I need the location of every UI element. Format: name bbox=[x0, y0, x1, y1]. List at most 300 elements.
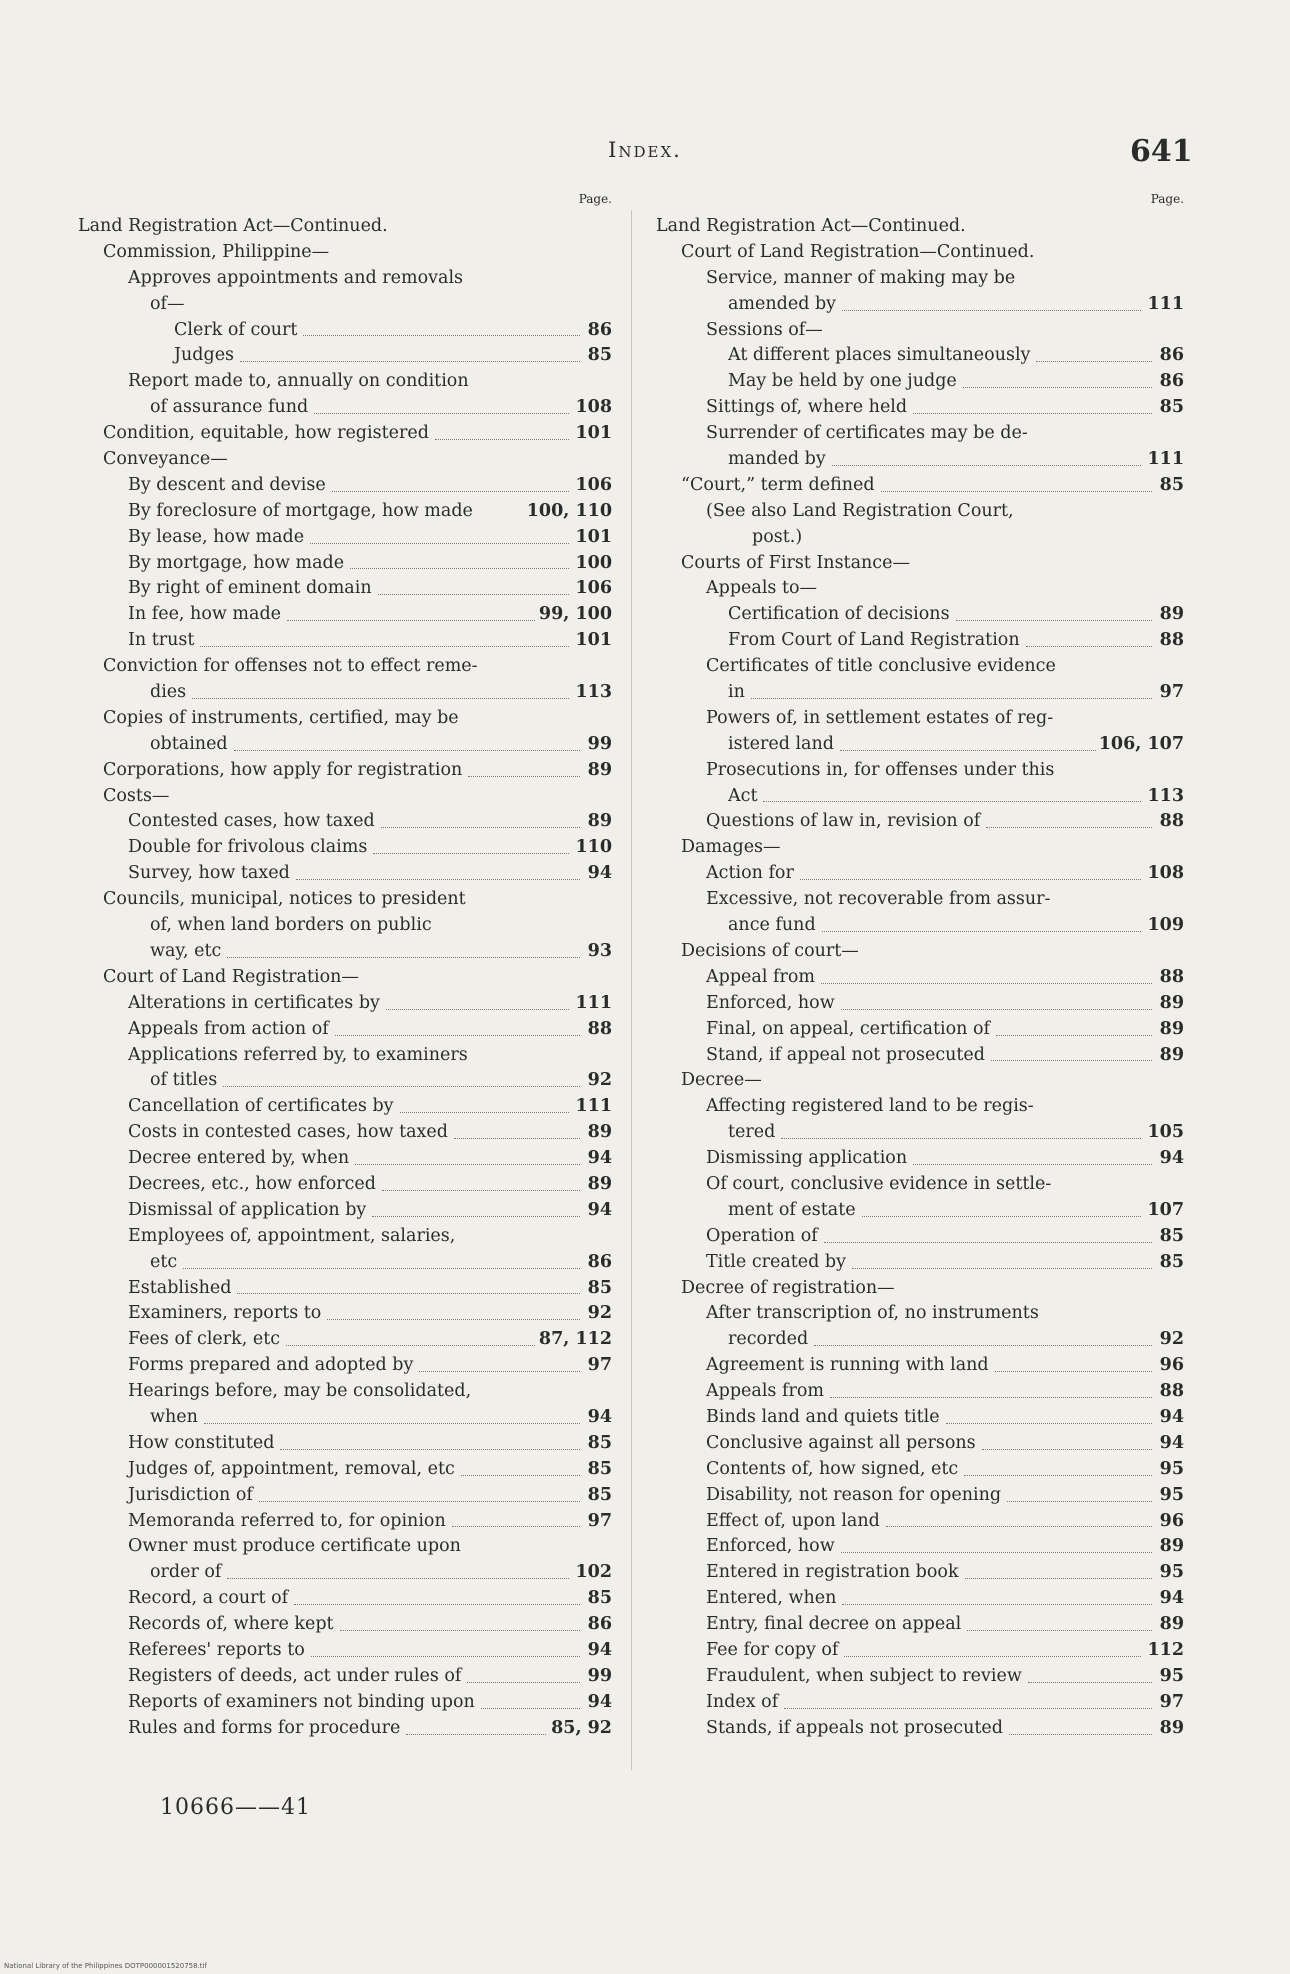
index-entry bbox=[78, 680, 612, 706]
entry-page-ref: 99 bbox=[587, 1665, 612, 1686]
entry-page-ref: 85 bbox=[1159, 474, 1184, 495]
entry-page-ref: 85 bbox=[587, 345, 612, 366]
entry-text: Appeals from bbox=[706, 1381, 824, 1402]
entry-text: Decrees, etc., how enforced bbox=[128, 1173, 376, 1194]
entry-page-ref: 102 bbox=[575, 1562, 612, 1583]
entry-text: Surrender of certificates may be de- bbox=[706, 423, 1028, 444]
entry-page-ref: 97 bbox=[587, 1355, 612, 1376]
index-entry bbox=[78, 421, 612, 447]
index-entry bbox=[78, 1198, 612, 1224]
left-entry-list bbox=[78, 214, 612, 1742]
entry-text: Certification of decisions bbox=[728, 604, 950, 625]
dot-leader bbox=[814, 1319, 1152, 1346]
entry-text: Stands, if appeals not prosecuted bbox=[706, 1717, 1003, 1738]
index-entry bbox=[78, 214, 612, 240]
entry-text: Rules and forms for procedure bbox=[128, 1717, 401, 1738]
entry-page-ref: 94 bbox=[587, 1199, 612, 1220]
entry-text: How constituted bbox=[128, 1432, 275, 1453]
dot-leader bbox=[467, 1656, 579, 1683]
entry-page-ref: 85 bbox=[587, 1588, 612, 1609]
index-entry bbox=[78, 1509, 612, 1535]
entry-page-ref: 92 bbox=[1159, 1329, 1184, 1350]
entry-page-ref: 97 bbox=[587, 1510, 612, 1531]
entry-text: Appeals to— bbox=[706, 578, 818, 599]
dot-leader bbox=[378, 568, 569, 595]
dot-leader bbox=[842, 284, 1141, 311]
index-entry bbox=[656, 473, 1184, 499]
entry-text: Final, on appeal, certification of bbox=[706, 1018, 990, 1039]
index-entry bbox=[78, 861, 612, 887]
entry-text: Commission, Philippine— bbox=[103, 241, 330, 262]
dot-leader bbox=[303, 310, 579, 337]
dot-leader bbox=[461, 1449, 580, 1476]
entry-text: Act bbox=[728, 785, 758, 806]
entry-text: Applications referred by, to examiners bbox=[128, 1044, 468, 1065]
entry-text: Title created by bbox=[706, 1251, 847, 1272]
index-entry bbox=[656, 628, 1184, 654]
entry-page-ref: 89 bbox=[587, 759, 612, 780]
entry-text: Enforced, how bbox=[706, 1536, 835, 1557]
entry-text: manded by bbox=[728, 449, 826, 470]
dot-leader bbox=[259, 1475, 580, 1502]
entry-text: Fee for copy of bbox=[706, 1639, 839, 1660]
signature-mark: 10666——41 bbox=[160, 1795, 311, 1820]
dot-leader bbox=[1007, 1475, 1152, 1502]
entry-text: Examiners, reports to bbox=[128, 1303, 322, 1324]
entry-text: Conveyance— bbox=[103, 449, 228, 470]
entry-text: Stand, if appeal not prosecuted bbox=[706, 1044, 985, 1065]
entry-page-ref: 89 bbox=[1159, 1536, 1184, 1557]
entry-text: Conviction for offenses not to effect reme- bbox=[103, 656, 478, 677]
dot-leader bbox=[862, 1190, 1141, 1217]
dot-leader bbox=[237, 1268, 579, 1295]
entry-page-ref: 88 bbox=[1159, 630, 1184, 651]
dot-leader bbox=[311, 1630, 580, 1657]
entry-text: Binds land and quiets title bbox=[706, 1406, 940, 1427]
entry-text: Decisions of court— bbox=[681, 940, 859, 961]
index-entry bbox=[656, 240, 1184, 266]
entry-text: Judges bbox=[174, 345, 235, 366]
entry-page-ref: 89 bbox=[587, 811, 612, 832]
right-column bbox=[656, 192, 1184, 1742]
entry-page-ref: 85 bbox=[587, 1432, 612, 1453]
entry-text: Certificates of title conclusive evidence bbox=[706, 656, 1056, 677]
dot-leader bbox=[350, 543, 569, 570]
entry-page-ref: 111 bbox=[1147, 293, 1184, 314]
entry-page-ref: 94 bbox=[587, 1639, 612, 1660]
entry-text: dies bbox=[150, 682, 187, 703]
index-entry bbox=[656, 809, 1184, 835]
entry-text: Damages— bbox=[681, 837, 781, 858]
entry-page-ref: 85 bbox=[1159, 1251, 1184, 1272]
page-column-label: Page. bbox=[1150, 192, 1184, 206]
entry-page-ref: 89 bbox=[1159, 992, 1184, 1013]
entry-text: Contested cases, how taxed bbox=[128, 811, 375, 832]
entry-text: By mortgage, how made bbox=[128, 552, 345, 573]
dot-leader bbox=[844, 1630, 1140, 1657]
dot-leader bbox=[192, 672, 568, 699]
entry-page-ref: 94 bbox=[587, 1406, 612, 1427]
entry-page-ref: 85 bbox=[587, 1458, 612, 1479]
page-column-label: Page. bbox=[578, 192, 612, 206]
dot-leader bbox=[822, 905, 1141, 932]
entry-text: Appeals from action of bbox=[128, 1018, 329, 1039]
entry-page-ref: 107 bbox=[1147, 1199, 1184, 1220]
page-title: Index. bbox=[608, 138, 682, 162]
entry-page-ref: 85 bbox=[587, 1277, 612, 1298]
dot-leader bbox=[1036, 335, 1151, 362]
dot-leader bbox=[382, 1164, 580, 1191]
entry-text: Land Registration Act—Continued. bbox=[656, 216, 966, 236]
entry-text: of assurance fund bbox=[150, 397, 309, 418]
entry-text: By lease, how made bbox=[128, 526, 305, 547]
index-entry bbox=[656, 499, 1184, 525]
entry-text: Entered, when bbox=[706, 1588, 837, 1609]
dot-leader bbox=[995, 1345, 1152, 1372]
entry-text: By right of eminent domain bbox=[128, 578, 372, 599]
entry-text: post.) bbox=[752, 526, 803, 547]
entry-page-ref: 111 bbox=[575, 992, 612, 1013]
entry-page-ref: 101 bbox=[575, 526, 612, 547]
dot-leader bbox=[435, 413, 569, 440]
page-number: 641 bbox=[1130, 134, 1193, 169]
dot-leader bbox=[454, 1112, 580, 1139]
dot-leader bbox=[314, 387, 568, 414]
entry-text: of, when land borders on public bbox=[150, 915, 432, 936]
entry-page-ref: 100, 110 bbox=[526, 500, 612, 521]
entry-text: Costs— bbox=[103, 785, 170, 806]
entry-text: Courts of First Instance— bbox=[681, 552, 910, 573]
entry-text: Alterations in certificates by bbox=[128, 992, 380, 1013]
entry-text: Decree of registration— bbox=[681, 1277, 895, 1298]
entry-text: Record, a court of bbox=[128, 1588, 289, 1609]
entry-page-ref: 95 bbox=[1159, 1562, 1184, 1583]
entry-text: Employees of, appointment, salaries, bbox=[128, 1225, 456, 1246]
index-entry bbox=[78, 240, 612, 266]
right-entry-list bbox=[656, 214, 1184, 1742]
entry-page-ref: 101 bbox=[575, 423, 612, 444]
index-entry bbox=[78, 266, 612, 292]
entry-text: Cancellation of certificates by bbox=[128, 1096, 394, 1117]
dot-leader bbox=[1009, 1708, 1152, 1735]
dot-leader bbox=[468, 750, 579, 777]
entry-text: Sittings of, where held bbox=[706, 397, 908, 418]
entry-page-ref: 101 bbox=[575, 630, 612, 651]
dot-leader bbox=[913, 387, 1152, 414]
entry-page-ref: 86 bbox=[587, 319, 612, 340]
index-entry bbox=[656, 913, 1184, 939]
entry-page-ref: 85 bbox=[587, 1484, 612, 1505]
index-entry bbox=[78, 939, 612, 965]
entry-text: Conclusive against all persons bbox=[706, 1432, 976, 1453]
entry-page-ref: 87, 112 bbox=[538, 1329, 612, 1350]
entry-page-ref: 94 bbox=[1159, 1432, 1184, 1453]
index-entry bbox=[656, 525, 1184, 551]
dot-leader bbox=[842, 1578, 1151, 1605]
entry-page-ref: 88 bbox=[1159, 811, 1184, 832]
dot-leader bbox=[946, 1397, 1152, 1424]
entry-text: Clerk of court bbox=[174, 319, 298, 340]
index-entry bbox=[78, 473, 612, 499]
dot-leader bbox=[784, 1682, 1152, 1709]
index-entry bbox=[656, 1716, 1184, 1742]
dot-leader bbox=[1028, 1656, 1152, 1683]
entry-page-ref: 106 bbox=[575, 474, 612, 495]
entry-page-ref: 88 bbox=[587, 1018, 612, 1039]
dot-leader bbox=[800, 853, 1141, 880]
entry-text: Forms prepared and adopted by bbox=[128, 1355, 414, 1376]
dot-leader bbox=[956, 594, 1152, 621]
entry-page-ref: 86 bbox=[587, 1614, 612, 1635]
dot-leader bbox=[996, 1009, 1152, 1036]
entry-text: Referees' reports to bbox=[128, 1639, 305, 1660]
dot-leader bbox=[200, 620, 568, 647]
index-entry bbox=[78, 1716, 612, 1742]
entry-text: “Court,” term defined bbox=[681, 474, 875, 495]
entry-page-ref: 111 bbox=[575, 1096, 612, 1117]
entry-page-ref: 96 bbox=[1159, 1355, 1184, 1376]
dot-leader bbox=[294, 1578, 580, 1605]
entry-text: Contents of, how signed, etc bbox=[706, 1458, 959, 1479]
entry-page-ref: 111 bbox=[1147, 449, 1184, 470]
dot-leader bbox=[841, 983, 1152, 1010]
entry-text: Double for frivolous claims bbox=[128, 837, 368, 858]
index-entry bbox=[78, 887, 612, 913]
entry-page-ref: 99 bbox=[587, 733, 612, 754]
entry-page-ref: 109 bbox=[1147, 915, 1184, 936]
entry-text: By foreclosure of mortgage, how made bbox=[128, 500, 473, 521]
entry-page-ref: 92 bbox=[587, 1303, 612, 1324]
dot-leader bbox=[355, 1138, 580, 1165]
index-entry bbox=[656, 1146, 1184, 1172]
dot-leader bbox=[234, 724, 580, 751]
entry-text: In trust bbox=[128, 630, 195, 651]
dot-leader bbox=[452, 1501, 580, 1528]
entry-text: Registers of deeds, act under rules of bbox=[128, 1665, 462, 1686]
dot-leader bbox=[340, 1604, 580, 1631]
dot-leader bbox=[824, 1216, 1152, 1243]
left-column bbox=[78, 192, 612, 1742]
dot-leader bbox=[287, 594, 535, 621]
entry-text: Corporations, how apply for registration bbox=[103, 759, 463, 780]
index-entry bbox=[78, 628, 612, 654]
dot-leader bbox=[372, 1190, 579, 1217]
entry-page-ref: 89 bbox=[587, 1173, 612, 1194]
entry-page-ref: 95 bbox=[1159, 1665, 1184, 1686]
entry-text: istered land bbox=[728, 733, 834, 754]
entry-text: Entered in registration book bbox=[706, 1562, 959, 1583]
entry-text: Copies of instruments, certified, may be bbox=[103, 707, 459, 728]
dot-leader bbox=[991, 1035, 1152, 1062]
entry-text: (See also Land Registration Court, bbox=[706, 500, 1014, 521]
entry-page-ref: 86 bbox=[1159, 345, 1184, 366]
index-entry bbox=[656, 680, 1184, 706]
dot-leader bbox=[481, 1682, 580, 1709]
entry-text: In fee, how made bbox=[128, 604, 281, 625]
entry-page-ref: 106 bbox=[575, 578, 612, 599]
dot-leader bbox=[964, 1449, 1151, 1476]
index-entry bbox=[656, 1276, 1184, 1302]
entry-page-ref: 89 bbox=[1159, 1717, 1184, 1738]
entry-text: of— bbox=[150, 293, 185, 314]
dot-leader bbox=[821, 957, 1152, 984]
dot-leader bbox=[886, 1501, 1152, 1528]
entry-text: After transcription of, no instruments bbox=[706, 1303, 1039, 1324]
entry-page-ref: 110 bbox=[575, 837, 612, 858]
entry-page-ref: 85 bbox=[1159, 1225, 1184, 1246]
entry-page-ref: 112 bbox=[1147, 1639, 1184, 1660]
dot-leader bbox=[751, 672, 1152, 699]
entry-text: Established bbox=[128, 1277, 232, 1298]
entry-text: At different places simultaneously bbox=[728, 345, 1031, 366]
entry-text: Approves appointments and removals bbox=[128, 267, 464, 288]
entry-page-ref: 95 bbox=[1159, 1484, 1184, 1505]
entry-text: Service, manner of making may be bbox=[706, 267, 1016, 288]
entry-text: Powers of, in settlement estates of reg- bbox=[706, 707, 1054, 728]
entry-text: Survey, how taxed bbox=[128, 863, 290, 884]
entry-page-ref: 108 bbox=[575, 397, 612, 418]
entry-text: amended by bbox=[728, 293, 837, 314]
entry-page-ref: 88 bbox=[1159, 966, 1184, 987]
entry-text: Affecting registered land to be regis- bbox=[706, 1096, 1034, 1117]
entry-text: Hearings before, may be consolidated, bbox=[128, 1381, 472, 1402]
entry-text: Report made to, annually on condition bbox=[128, 371, 469, 392]
dot-leader bbox=[841, 1526, 1152, 1553]
index-entry bbox=[656, 861, 1184, 887]
entry-text: ance fund bbox=[728, 915, 816, 936]
dot-leader bbox=[781, 1112, 1140, 1139]
entry-page-ref: 94 bbox=[587, 1691, 612, 1712]
dot-leader bbox=[406, 1708, 546, 1735]
scan-imprint: National Library of the Philippines DOTP000001520758.tif bbox=[4, 1962, 207, 1970]
entry-page-ref: 108 bbox=[1147, 863, 1184, 884]
entry-page-ref: 86 bbox=[587, 1251, 612, 1272]
dot-leader bbox=[830, 1371, 1152, 1398]
entry-text: way, etc bbox=[150, 940, 222, 961]
entry-page-ref: 96 bbox=[1159, 1510, 1184, 1531]
entry-text: Disability, not reason for opening bbox=[706, 1484, 1002, 1505]
entry-text: Reports of examiners not binding upon bbox=[128, 1691, 475, 1712]
dot-leader bbox=[332, 465, 569, 492]
dot-leader bbox=[832, 439, 1141, 466]
dot-leader bbox=[963, 361, 1152, 388]
dot-leader bbox=[373, 827, 568, 854]
index-entry bbox=[656, 551, 1184, 577]
entry-text: Fraudulent, when subject to review bbox=[706, 1665, 1022, 1686]
entry-text: Dismissing application bbox=[706, 1148, 908, 1169]
entry-page-ref: 89 bbox=[1159, 604, 1184, 625]
dot-leader bbox=[967, 1604, 1151, 1631]
entry-page-ref: 88 bbox=[1159, 1381, 1184, 1402]
entry-text: Judges of, appointment, removal, etc bbox=[128, 1458, 455, 1479]
dot-leader bbox=[240, 335, 580, 362]
entry-text: Questions of law in, revision of bbox=[706, 811, 981, 832]
entry-page-ref: 106, 107 bbox=[1098, 733, 1184, 754]
entry-text: in bbox=[728, 682, 745, 703]
entry-text: Councils, municipal, notices to president bbox=[103, 889, 466, 910]
entry-text: Dismissal of application by bbox=[128, 1199, 367, 1220]
dot-leader bbox=[286, 1319, 535, 1346]
entry-text: recorded bbox=[728, 1329, 809, 1350]
entry-page-ref: 105 bbox=[1147, 1122, 1184, 1143]
entry-text: Condition, equitable, how registered bbox=[103, 423, 429, 444]
dot-leader bbox=[204, 1397, 580, 1424]
dot-leader bbox=[280, 1423, 579, 1450]
dot-leader bbox=[183, 1242, 580, 1269]
entry-text: Decree— bbox=[681, 1070, 762, 1091]
index-entry bbox=[78, 343, 612, 369]
entry-text: Of court, conclusive evidence in settle- bbox=[706, 1173, 1052, 1194]
dot-leader bbox=[327, 1293, 579, 1320]
entry-text: Land Registration Act—Continued. bbox=[78, 216, 388, 236]
entry-text: order of bbox=[150, 1562, 222, 1583]
entry-text: Sessions of— bbox=[706, 319, 823, 340]
entry-page-ref: 94 bbox=[587, 863, 612, 884]
column-divider bbox=[631, 210, 632, 1770]
entry-page-ref: 89 bbox=[1159, 1614, 1184, 1635]
dot-leader bbox=[840, 724, 1096, 751]
entry-page-ref: 92 bbox=[587, 1070, 612, 1091]
entry-page-ref: 89 bbox=[1159, 1044, 1184, 1065]
entry-text: Records of, where kept bbox=[128, 1614, 334, 1635]
entry-text: Excessive, not recoverable from assur- bbox=[706, 889, 1051, 910]
entry-text: Court of Land Registration—Continued. bbox=[681, 241, 1035, 262]
entry-text: Appeal from bbox=[706, 966, 815, 987]
entry-text: Fees of clerk, etc bbox=[128, 1329, 281, 1350]
entry-text: Court of Land Registration— bbox=[103, 966, 359, 987]
entry-page-ref: 94 bbox=[587, 1148, 612, 1169]
entry-text: etc bbox=[150, 1251, 178, 1272]
entry-text: ment of estate bbox=[728, 1199, 856, 1220]
entry-page-ref: 86 bbox=[1159, 371, 1184, 392]
dot-leader bbox=[881, 465, 1152, 492]
entry-page-ref: 113 bbox=[575, 682, 612, 703]
index-entry bbox=[78, 758, 612, 784]
entry-page-ref: 93 bbox=[587, 940, 612, 961]
entry-page-ref: 89 bbox=[587, 1122, 612, 1143]
entry-text: Entry, final decree on appeal bbox=[706, 1614, 962, 1635]
dot-leader bbox=[419, 1345, 579, 1372]
entry-text: of titles bbox=[150, 1070, 218, 1091]
index-entry bbox=[656, 395, 1184, 421]
entry-text: Memoranda referred to, for opinion bbox=[128, 1510, 446, 1531]
entry-page-ref: 94 bbox=[1159, 1588, 1184, 1609]
dot-leader bbox=[982, 1423, 1152, 1450]
index-entry bbox=[656, 732, 1184, 758]
entry-text: Enforced, how bbox=[706, 992, 835, 1013]
dot-leader bbox=[400, 1086, 569, 1113]
dot-leader bbox=[913, 1138, 1152, 1165]
entry-text: Jurisdiction of bbox=[128, 1484, 253, 1505]
entry-text: Operation of bbox=[706, 1225, 818, 1246]
entry-page-ref: 85 bbox=[1159, 397, 1184, 418]
entry-text: when bbox=[150, 1406, 198, 1427]
entry-page-ref: 113 bbox=[1147, 785, 1184, 806]
index-entry bbox=[656, 214, 1184, 240]
dot-leader bbox=[763, 776, 1140, 803]
entry-text: tered bbox=[728, 1122, 776, 1143]
index-entry bbox=[656, 1043, 1184, 1069]
entry-text: Action for bbox=[706, 863, 794, 884]
entry-text: May be held by one judge bbox=[728, 371, 957, 392]
index-entry bbox=[78, 1017, 612, 1043]
entry-page-ref: 94 bbox=[1159, 1406, 1184, 1427]
entry-page-ref: 97 bbox=[1159, 1691, 1184, 1712]
entry-text: Prosecutions in, for offenses under this bbox=[706, 759, 1055, 780]
entry-text: Costs in contested cases, how taxed bbox=[128, 1122, 448, 1143]
index-entry bbox=[656, 292, 1184, 318]
entry-text: Effect of, upon land bbox=[706, 1510, 880, 1531]
